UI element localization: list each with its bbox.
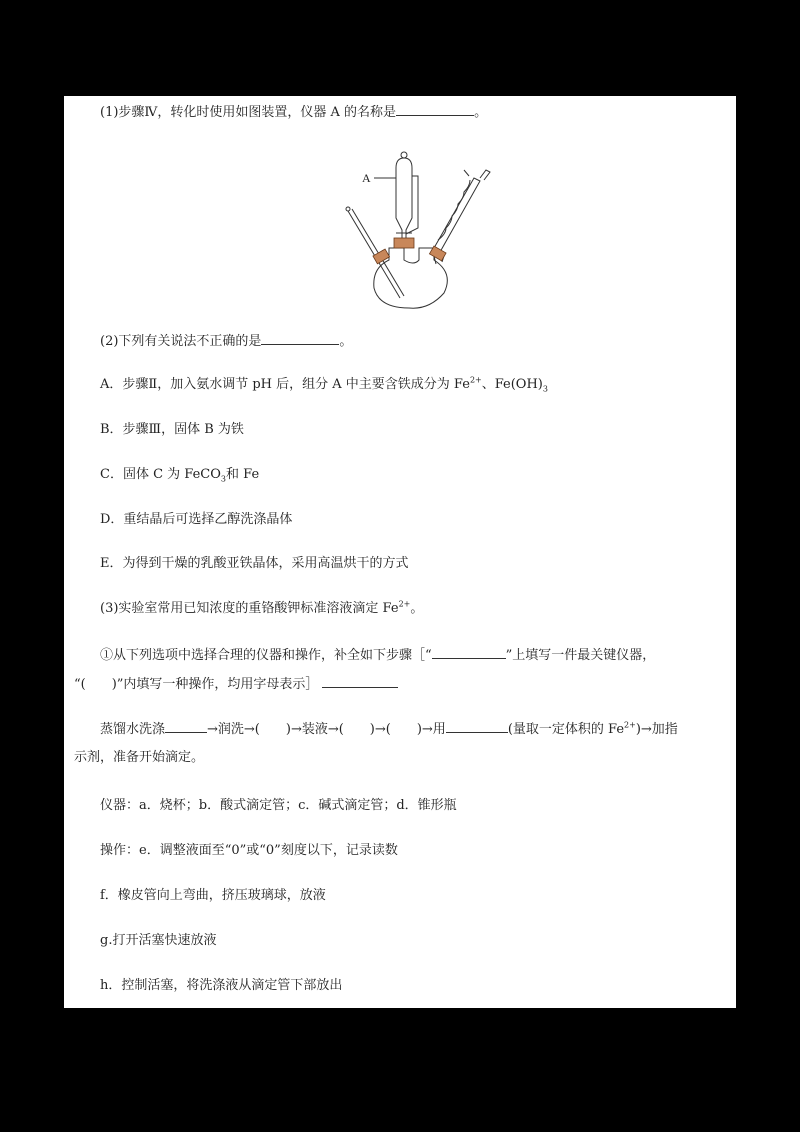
steps-line2: 示剂，准备开始滴定。 — [74, 750, 205, 765]
operation-e: 操作：e．调整液面至“0”或“0”刻度以下，记录读数 — [100, 843, 398, 858]
answer-blank-6[interactable] — [446, 721, 508, 733]
q3-stem-pre: (3)实验室常用已知浓度的重铬酸钾标准溶液滴定 Fe — [100, 601, 399, 616]
option-e: E．为得到干燥的乳酸亚铁晶体，采用高温烘干的方式 — [100, 556, 409, 571]
steps-3: )→加指 — [635, 722, 678, 737]
option-c — [100, 467, 259, 483]
steps-pre: 蒸馏水洗涤 — [100, 722, 166, 737]
operation-f: f．橡皮管向上弯曲，挤压玻璃球，放液 — [100, 888, 326, 903]
answer-blank-4[interactable] — [322, 676, 398, 688]
option-a-pre: A．步骤Ⅱ，加入氨水调节 pH 后，组分 A 中主要含铁成分为 Fe — [100, 377, 470, 392]
q3-stem-sup: 2+ — [398, 599, 411, 609]
document-page — [64, 96, 736, 1008]
apparatus-diagram — [334, 148, 494, 313]
steps-1: →润洗→( )→装液→( )→( )→用 — [207, 722, 446, 737]
option-a-sub: 3 — [542, 384, 548, 394]
option-a-mid: 、Fe(OH) — [481, 377, 543, 392]
q3-sub1-post: ”上填写一件最关键仪器， — [505, 648, 656, 663]
q2-suffix: 。 — [339, 334, 353, 349]
q1-prefix: (1)步骤Ⅳ，转化时使用如图装置，仪器 A 的名称是 — [100, 105, 397, 120]
q2-stem — [100, 333, 352, 350]
answer-blank-1[interactable] — [396, 104, 474, 116]
q1-text — [100, 104, 487, 121]
operation-h: h．控制活塞，将洗涤液从滴定管下部放出 — [100, 978, 343, 993]
q3-stem-post: 。 — [410, 601, 424, 616]
instruments-list: 仪器：a．烧杯；b．酸式滴定管；c．碱式滴定管；d．锥形瓶 — [100, 798, 457, 813]
q3-stem — [100, 601, 423, 617]
option-c-sub: 3 — [220, 474, 226, 484]
q3-sub1-line2-text: “( )”内填写一种操作，均用字母表示］ — [74, 677, 319, 692]
option-a — [100, 377, 548, 393]
option-d: D．重结晶后可选择乙醇洗涤晶体 — [100, 512, 293, 527]
q3-sub1-pre: ①从下列选项中选择合理的仪器和操作，补全如下步骤［“ — [100, 648, 432, 663]
answer-blank-2[interactable] — [261, 333, 339, 345]
steps-2: (量取一定体积的 Fe — [507, 722, 625, 737]
q3-sub1-line2 — [74, 676, 398, 693]
steps-sup: 2+ — [624, 720, 636, 730]
option-c-pre: C．固体 C 为 FeCO — [100, 467, 221, 482]
option-a-sup: 2+ — [469, 375, 482, 385]
option-c-post: 和 Fe — [226, 467, 260, 482]
answer-blank-3[interactable] — [432, 647, 506, 659]
q1-suffix: 。 — [474, 105, 488, 120]
option-b: B．步骤Ⅲ，固体 B 为铁 — [100, 422, 244, 437]
operation-g: g.打开活塞快速放液 — [100, 933, 217, 948]
label-a: A — [362, 171, 371, 185]
answer-blank-5[interactable] — [165, 721, 207, 733]
q3-sub1-line1 — [100, 647, 655, 664]
q2-stem-text: (2)下列有关说法不正确的是 — [100, 334, 262, 349]
steps-line1 — [100, 721, 678, 738]
